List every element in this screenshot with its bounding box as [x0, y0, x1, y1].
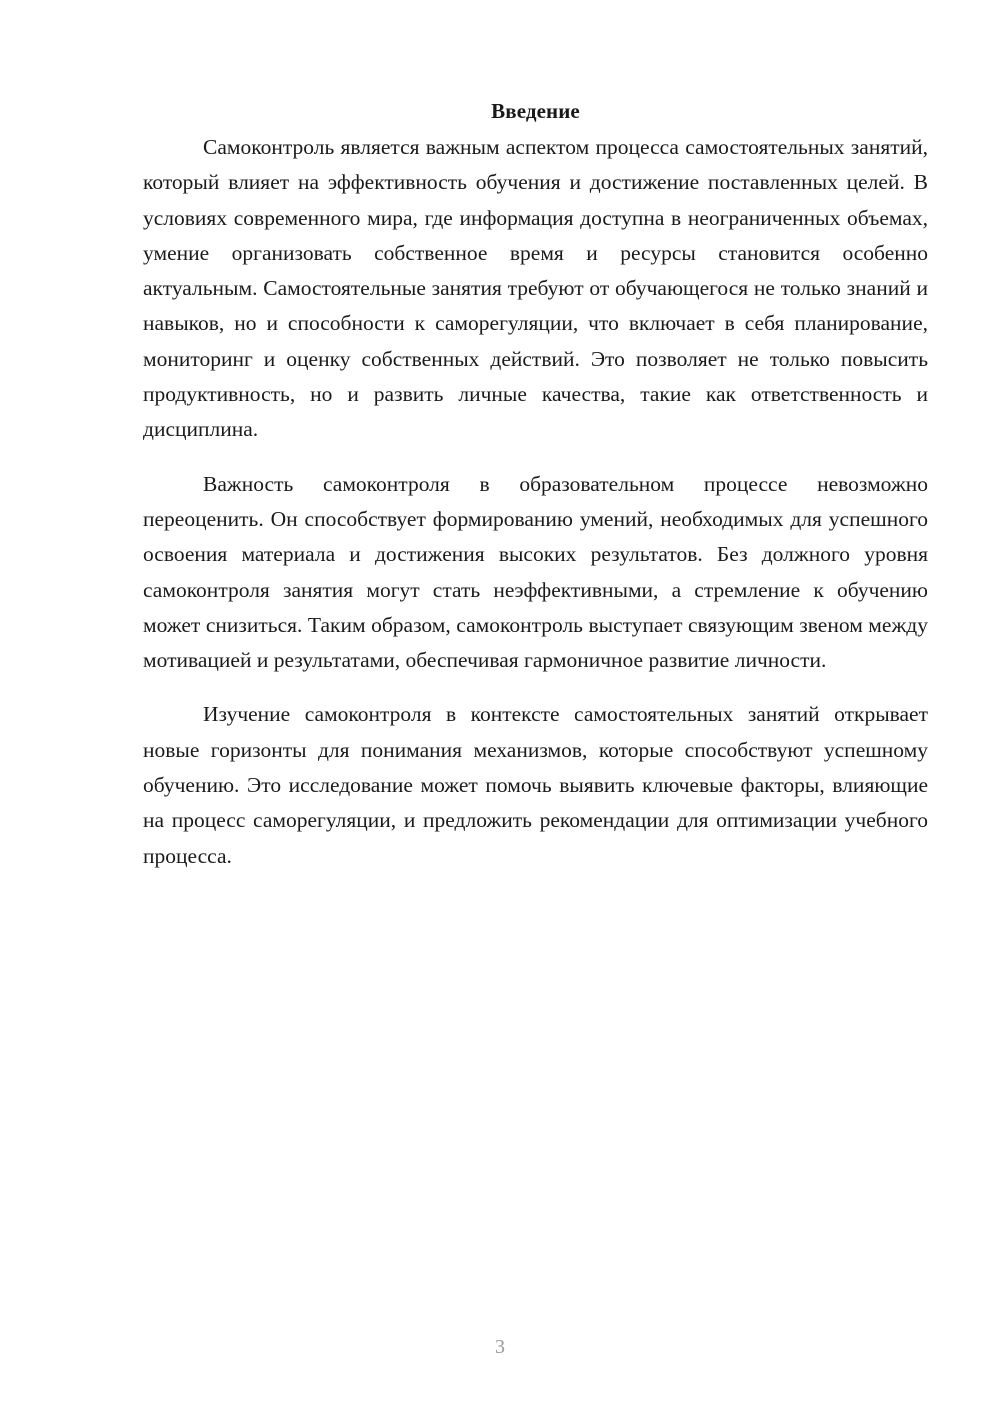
section-heading: Введение	[491, 99, 580, 123]
paragraph-3: Изучение самоконтроля в контексте самостоятельных занятий открывает новые горизонты для понимания механизмов, которые способствуют успешному обучению. Это исследование может помочь выявить ключевые факторы, влияющие на процесс саморегуляции, и предложить рекомендации для оптимизации учебного процесса.	[143, 702, 928, 868]
paragraph-1: Самоконтроль является важным аспектом процесса самостоятельных занятий, который влияет на эффективность обучения и достижение поставленных целей. В условиях современного мира, где информация доступна в неограниченных объемах, умение организовать собственное время и ресурсы становится особенно актуальным. Самостоятельные занятия требуют от обучающегося не только знаний и навыков, но и способности к саморегуляции, что включает в себя планирование, мониторинг и оценку собственных действий. Это позволяет не только повысить продуктивность, но и развить личные качества, такие как ответственность и дисциплина.	[143, 135, 928, 442]
paragraph-2: Важность самоконтроля в образовательном процессе невозможно переоценить. Он способствует формированию умений, необходимых для успешного освоения материала и достижения высоких результатов. Без должного уровня самоконтроля занятия могут стать неэффективными, а стремление к обучению может снизиться. Таким образом, самоконтроль выступает связующим звеном между мотивацией и результатами, обеспечивая гармоничное развитие личности.	[143, 471, 928, 673]
page-number: 3	[495, 1336, 505, 1358]
page-content	[143, 96, 928, 893]
